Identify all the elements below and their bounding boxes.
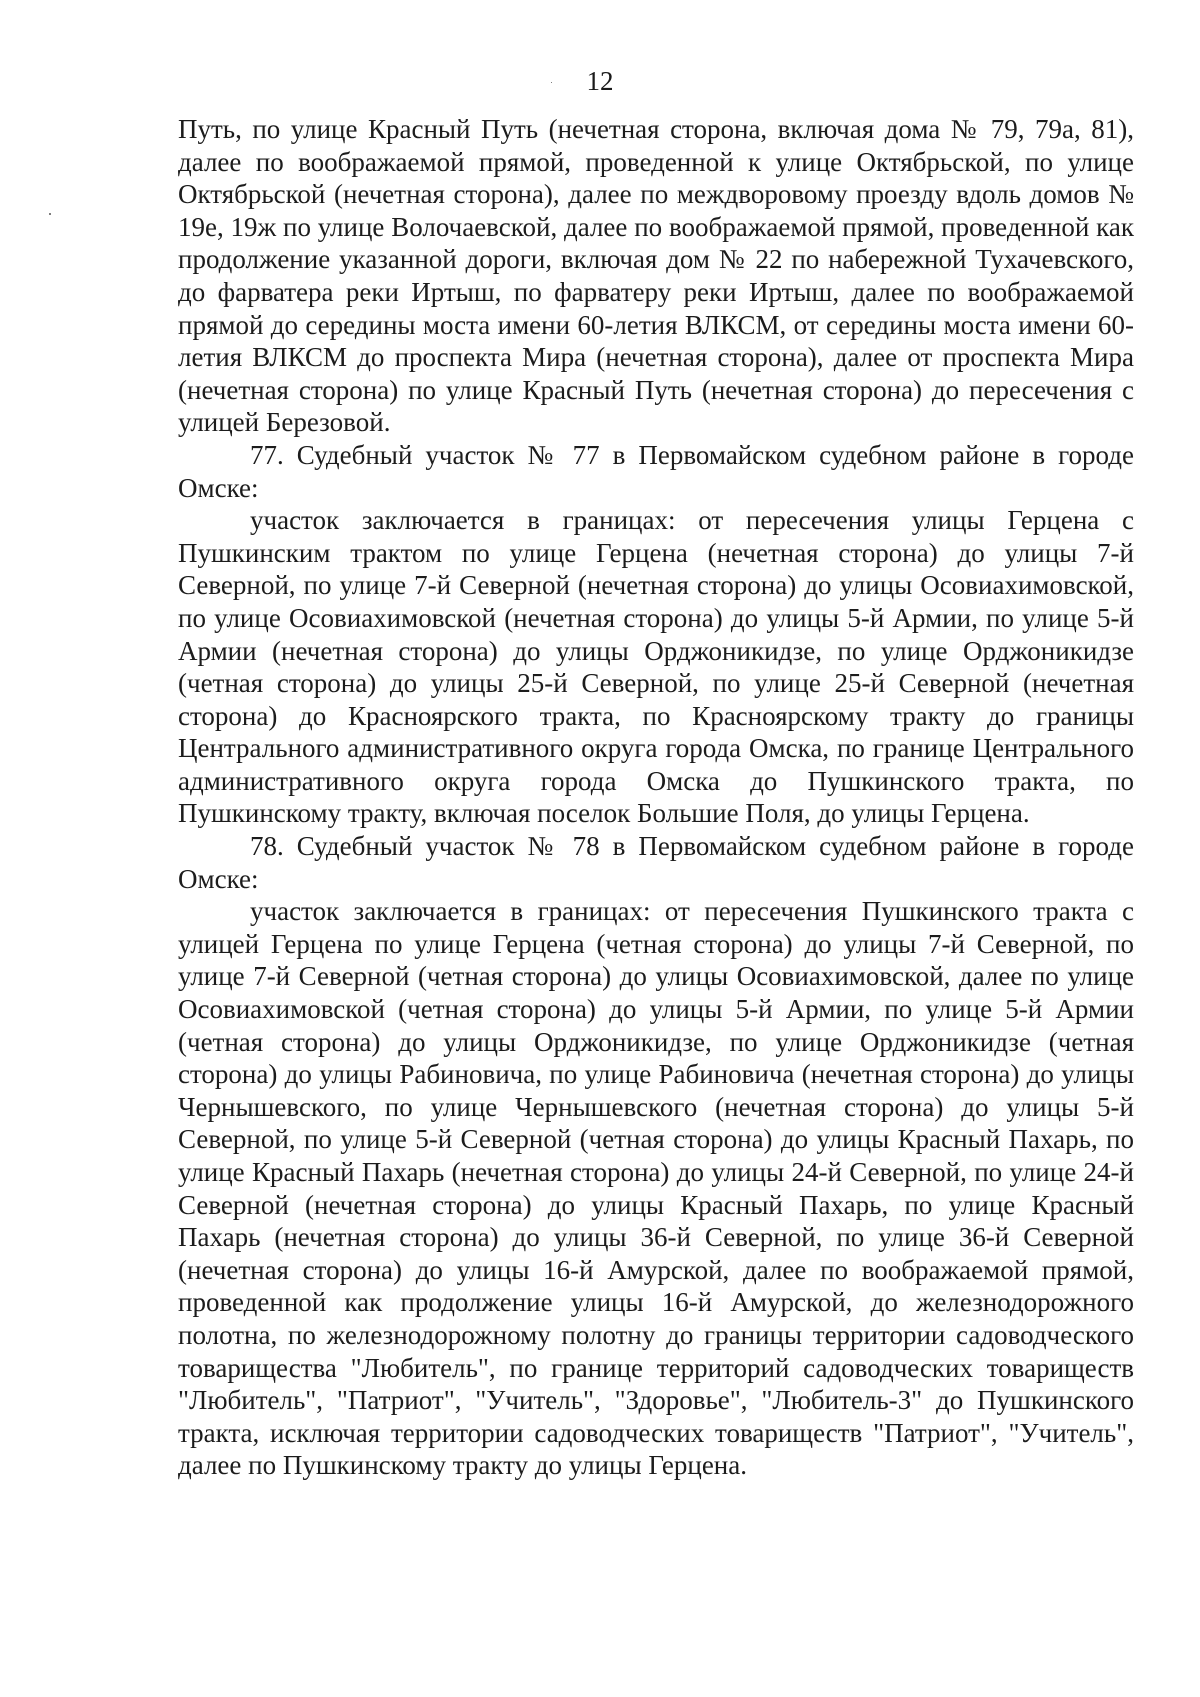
- section-77-heading: 77. Судебный участок № 77 в Первомайском судебном районе в городе Омске:: [178, 439, 1134, 503]
- section-77-boundaries: участок заключается в границах: от пересечения улицы Герцена с Пушкинским трактом по улице Герцена (нечетная сторона) до улицы 7-й Северной, по улице 7-й Северной (нечетная сторона) до улицы Осовиахимовской, по улице Осовиахимовской (нечетная сторона) до улицы 5-й Армии, по улице 5-й Армии (нечетная сторона) до улицы Орджоникидзе, по улице Орджоникидзе (четная сторона) до улицы 25-й Северной, по улице 25-й Северной (нечетная сторона) до Красноярского тракта, по Красноярскому тракту до границы Центрального административного округа города Омска, по границе Центрального административного округа города Омска до Пушкинского тракта, по Пушкинскому тракту, включая поселок Большие Поля, до улицы Герцена.: [178, 505, 1134, 829]
- section-78-heading: 78. Судебный участок № 78 в Первомайском судебном районе в городе Омске:: [178, 831, 1134, 894]
- section-78-boundaries: участок заключается в границах: от пересечения Пушкинского тракта с улицей Герцена по улице Герцена (четная сторона) до улицы 7-й Северной, по улице 7-й Северной (четная сторона) до улицы Осовиахимовской, далее по улице Осовиахимовской (четная сторона) до улицы 5-й Армии, по улице 5-й Армии (четная сторона) до улицы Орджоникидзе, по улице Орджоникидзе (четная сторона) до улицы Рабиновича, по улице Рабиновича (нечетная сторона) до улицы Чернышевского, по улице Чернышевского (нечетная сторона) до улицы 5-й Северной, по улице 5-й Северной (четная сторона) до улицы Красный Пахарь, по улице Красный Пахарь (нечетная сторона) до улицы 24-й Северной, по улице 24-й Северной (нечетная сторона) до улицы Красный Пахарь, по улице Красный Пахарь (нечетная сторона) до улицы 36-й Северной, по улице 36-й Северной (нечетная сторона) до улицы 16-й Амурской, далее по воображаемой прямой, проведенной как продолжение улицы 16-й Амурской, до железнодорожного полотна, по железнодорожному полотну до границы территории садоводческого товарищества "Любитель", по границе территорий садоводческих товариществ "Любитель", "Патриот", "Учитель", "Здоровье", "Любитель-3" до Пушкинского тракта, исключая территории садоводческих товариществ "Патриот", "Учитель", далее по Пушкинскому тракту до улицы Герцена.: [178, 896, 1134, 1481]
- scan-speck: [551, 82, 552, 83]
- page-number: 12: [586, 66, 614, 96]
- paragraph-continuation: Путь, по улице Красный Путь (нечетная сторона, включая дома № 79, 79а, 81), далее по воображаемой прямой, проведенной к улице Октябрьской, по улице Октябрьской (нечетная сторона), далее по междворовому проезду вдоль домов № 19е, 19ж по улице Волочаевской, далее по воображаемой прямой, проведенной как продолжение указанной дороги, включая дом № 22 по набережной Тухачевского, до фарватера реки Иртыш, по фарватеру реки Иртыш, далее по воображаемой прямой до середины моста имени 60-летия ВЛКСМ, от середины моста имени 60-летия ВЛКСМ до проспекта Мира (нечетная сторона), далее от проспекта Мира (нечетная сторона) по улице Красный Путь (нечетная сторона) до пересечения с улицей Березовой.: [178, 114, 1134, 438]
- document-text: [178, 113, 1134, 1482]
- scan-speck: [49, 213, 51, 215]
